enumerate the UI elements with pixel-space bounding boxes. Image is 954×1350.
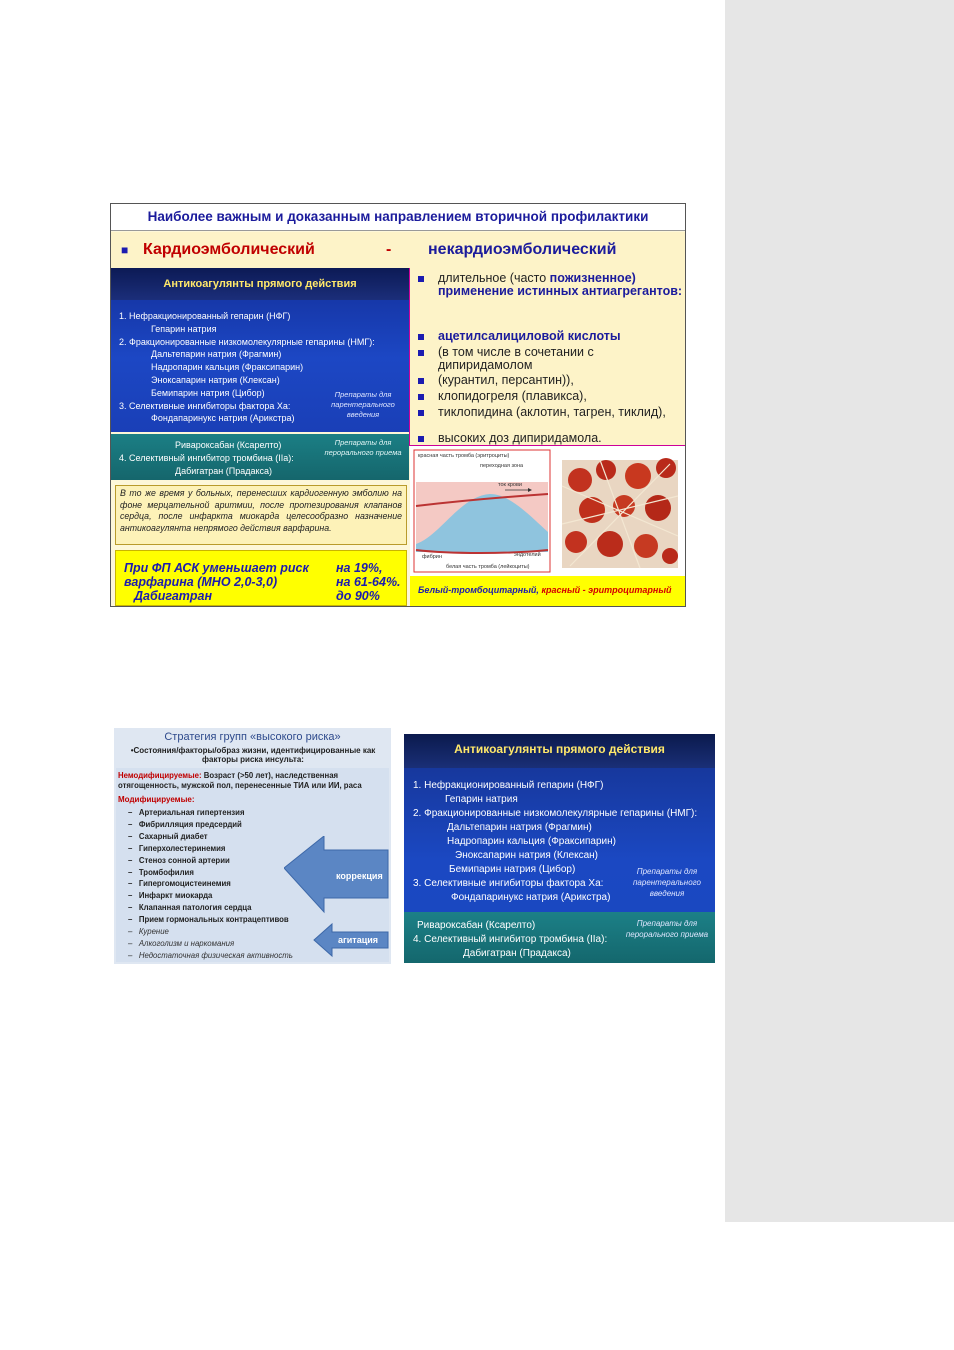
list-item [418, 374, 574, 387]
list-item: Бемипарин натрия (Цибор) [449, 864, 576, 875]
list-item: Ривароксабан (Ксарелто) [175, 440, 282, 450]
item-text: Гиперхолестеринемия [138, 843, 226, 853]
list-item [418, 390, 587, 403]
nonmodifiable-label: Немодифицируемые: [118, 771, 202, 780]
bullet-square-icon [418, 394, 424, 400]
label-white-part: белая часть тромба (лейкоциты) [446, 564, 530, 570]
bullet-square-icon [418, 334, 424, 340]
list-item: Гепарин натрия [445, 794, 518, 805]
list-item: – Тромбофилия [128, 867, 194, 877]
af-line-left: При ФП АСК уменьшает риск [124, 561, 309, 575]
item-text: Тромбофилия [138, 867, 194, 877]
modifiable-factors-list [128, 807, 293, 962]
af-line-right: до 90% [336, 589, 380, 603]
list-item: Дальтепарин натрия (Фрагмин) [151, 349, 282, 360]
item-text: Курение [138, 927, 169, 937]
list-item: Надропарин кальция (Фраксипарин) [151, 362, 304, 373]
list-item: – Гиперхолестеринемия [128, 843, 226, 853]
list-item [418, 346, 685, 371]
label-red-part: красная часть тромба (эритроциты) [418, 453, 510, 459]
item-text: (в том числе в сочетании с дипиридамолом [438, 345, 594, 372]
af-line [124, 589, 406, 603]
thrombus-illustration [410, 446, 685, 576]
oral-anticoagulants-box [404, 912, 715, 963]
thrombus-caption [410, 576, 685, 606]
list-item: Ривароксабан (Ксарелто) [417, 920, 536, 931]
item-bold-text: ацетилсалициловой кислоты [438, 329, 621, 343]
list-item: 2. Фракционированные низкомолекулярные гепарины (НМГ): [119, 336, 375, 347]
af-line-left: варфарина (МНО 2,0-3,0) [124, 575, 278, 589]
slide-subtitle: •Состояния/факторы/образ жизни, идентифицированные как факторы риска инсульта: [130, 746, 376, 764]
nonmodifiable-text: Возраст (>50 лет), наследственная отягощенность, мужской пол, перенесенные ТИА или ИИ, раса [118, 771, 362, 790]
oral-note: Препараты для перорального приема [625, 919, 709, 939]
slide-title: Антикоагулянты прямого действия [404, 734, 715, 768]
list-item: Эноксапарин натрия (Клексан) [455, 850, 598, 861]
af-line-right: на 61-64%. [336, 575, 401, 589]
list-item: Дабигатран (Прадакса) [175, 465, 273, 476]
af-risk-box [115, 550, 407, 606]
list-item: – Сахарный диабет [128, 831, 208, 841]
list-item: Фондапаринукс натрия (Арикстра) [451, 892, 611, 903]
item-text: высоких доз дипиридамола. [438, 431, 602, 445]
list-item: Гепарин натрия [151, 323, 217, 334]
item-text: Стеноз сонной артерии [138, 855, 230, 865]
af-line [124, 575, 406, 589]
list-item: Эноксапарин натрия (Клексан) [151, 374, 280, 385]
list-item: Надропарин кальция (Фраксипарин) [447, 836, 616, 847]
item-text: Гипергомоцистеинемия [138, 879, 231, 889]
label-fibrin: фибрин [422, 554, 442, 560]
caption-red: красный - эритроцитарный [541, 585, 672, 595]
list-item: 1. Нефракционированный гепарин (НФГ) [413, 780, 604, 791]
list-item: Дабигатран (Прадакса) [463, 948, 571, 959]
slide-header: Наиболее важным и доказанным направлением вторичной профилактики [111, 204, 685, 231]
list-item: – Клапанная патология сердца [128, 903, 252, 913]
warfarin-note-box: В то же время у больных, перенесших кардиогенную эмболию на фоне мерцательной аритмии, после протезирования клапанов сердца, после инфаркта миокарда целесообразно назначение антикоагулянта непрямого действия варфарина. [115, 485, 407, 545]
cardioembolic-label: Кардиоэмболический [143, 241, 315, 258]
list-item: – Алкоголизм и наркомания [128, 938, 235, 948]
parenteral-note: Препараты для парентерального введения [633, 867, 701, 898]
af-line-left: Дабигатран [134, 589, 213, 603]
item-text: Алкоголизм и наркомания [138, 938, 235, 948]
list-item: 3. Селективные ингибиторы фактора Ха: [119, 400, 291, 411]
item-text: Фибрилляция предсердий [138, 819, 242, 829]
arrow-agitation-label: агитация [338, 935, 379, 945]
list-item: Фондапаринукс натрия (Арикстра) [151, 413, 295, 424]
list-item: 4. Селективный ингибитор тромбина (IIa): [413, 934, 608, 945]
bullet-square-icon [418, 378, 424, 384]
list-item: 2. Фракционированные низкомолекулярные гепарины (НМГ): [413, 808, 698, 819]
arrows-graphic [284, 836, 391, 964]
oral-note: Препараты для перорального приема [324, 438, 402, 457]
parenteral-note: Препараты для парентерального введения [331, 390, 395, 419]
list-item: 1. Нефракционированный гепарин (НФГ) [119, 311, 291, 321]
item-text: клопидогреля (плавикса), [438, 389, 587, 403]
list-item: – Прием гормональных контрацептивов [128, 915, 289, 925]
caption-white: Белый-тромбоцитарный, [418, 585, 539, 595]
item-text: (курантил, персантин)), [438, 373, 574, 387]
item-text: Артериальная гипертензия [138, 808, 245, 817]
modifiable-label: Модифицируемые: [118, 795, 195, 804]
noncardioembolic-label: некардиоэмболический [428, 241, 617, 258]
list-item: – Фибрилляция предсердий [128, 819, 242, 829]
nonmodifiable-factors [118, 771, 386, 791]
list-item: – Артериальная гипертензия [128, 808, 245, 817]
oral-anticoagulants-box [111, 434, 409, 480]
bullet-square-icon [418, 276, 424, 282]
label-endothelium: эндотелий [514, 552, 541, 558]
list-item: – Курение [128, 927, 169, 937]
list-item [418, 406, 666, 419]
slide-high-risk-strategy [114, 728, 391, 964]
list-item [418, 432, 602, 445]
comment-margin-panel [725, 0, 954, 1222]
list-item: 4. Селективный ингибитор тромбина (IIa): [119, 452, 294, 463]
af-line [124, 561, 406, 575]
list-item: 3. Селективные ингибиторы фактора Ха: [413, 878, 604, 889]
stroke-types-row [111, 232, 685, 268]
arrow-correction-label: коррекция [336, 871, 383, 881]
item-bold-text: пожизненное) применение истинных антиагрегантов: [438, 271, 683, 298]
slide-secondary-prevention [110, 203, 686, 607]
red-cells-photo [562, 458, 678, 568]
bullet-square-icon [418, 436, 424, 442]
item-text: длительное (часто [438, 271, 550, 285]
list-item [418, 330, 621, 343]
bullet-square-icon [418, 410, 424, 416]
list-item: Бемипарин натрия (Цибор) [151, 387, 265, 398]
anticoagulants-box [111, 268, 409, 432]
item-text: Клапанная патология сердца [138, 903, 252, 913]
antiplatelet-list [409, 268, 685, 446]
item-text: Прием гормональных контрацептивов [138, 915, 289, 925]
item-text: тиклопидина (аклотин, тагрен, тиклид), [438, 405, 666, 419]
list-item: – Стеноз сонной артерии [128, 855, 230, 865]
list-item: Дальтепарин натрия (Фрагмин) [447, 822, 592, 833]
list-item: – Гипергомоцистеинемия [128, 879, 231, 889]
list-item: – Инфаркт миокарда [128, 891, 213, 901]
list-item: – Недостаточная физическая активность [128, 950, 293, 960]
label-transition: переходная зона [480, 463, 524, 469]
bullet-square-icon [418, 350, 424, 356]
af-line-right: на 19%, [336, 561, 383, 575]
label-blood-flow: ток крови [498, 482, 522, 488]
item-text: Недостаточная физическая активность [138, 950, 293, 960]
slide-direct-anticoagulants [404, 734, 715, 963]
dash-separator: - [386, 241, 392, 258]
item-text: Сахарный диабет [138, 831, 208, 841]
item-text: Инфаркт миокарда [138, 891, 213, 901]
slide-title: Стратегия групп «высокого риска» [164, 731, 341, 743]
bullet-square-icon: ■ [121, 243, 129, 257]
thrombus-diagram [410, 446, 685, 576]
anticoagulants-title: Антикоагулянты прямого действия [111, 268, 409, 300]
list-item [418, 272, 685, 297]
